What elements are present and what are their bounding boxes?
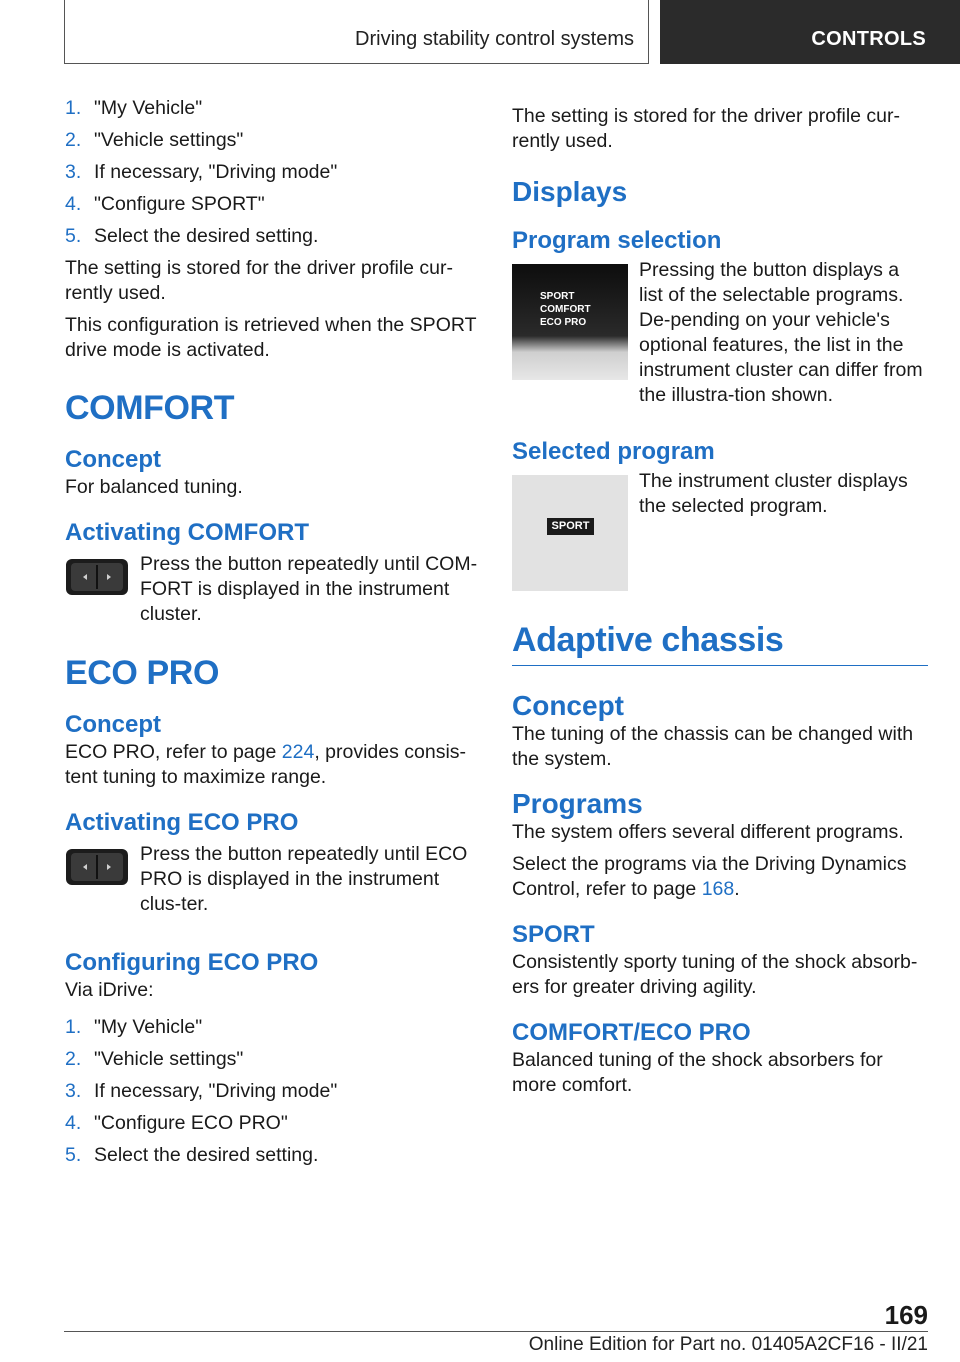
via-idrive-text: Via iDrive: [65,979,154,1001]
activating-comfort-block [65,552,480,634]
programs-text: The system offers several different programs. [512,821,904,843]
list-item [65,128,480,153]
list-item [65,96,480,121]
page-link-224[interactable]: 224 [281,741,315,763]
activating-comfort-text: Press the button repeatedly until COM-FORT is displayed in the instrument cluster. [140,553,478,625]
step-text: "Configure SPORT" [94,193,265,215]
step-text: If necessary, "Driving mode" [94,1080,338,1102]
sport-heading: SPORT [512,921,595,948]
comfort-heading: COMFORT [65,389,235,427]
step-text: "Vehicle settings" [94,1048,244,1070]
driving-mode-rocker-button-icon [65,844,129,890]
program-menu [540,290,591,329]
step-text: "My Vehicle" [94,97,203,119]
selected-program-text: The instrument cluster displays the selected program. [639,470,908,517]
program-selection-block [512,258,928,415]
activating-eco-pro-block [65,842,480,924]
header-chapter-label: CONTROLS [811,28,926,50]
step-number: 5. [65,1144,82,1166]
concept-text-part: , provides consis-tent tuning to maximize range. [65,741,467,788]
retrieved-config-text: This configuration is retrieved when the SPORT drive mode is activated. [65,314,477,361]
activating-eco-pro-text: Press the button repeatedly until ECO PRO is displayed in the instrument clus-ter. [140,843,468,915]
step-number: 1. [65,97,82,119]
steps-list-sport [65,96,480,249]
program-menu-item: ECO PRO [540,317,587,328]
right-column [512,104,928,1105]
program-selection-heading: Program selection [512,227,722,254]
step-text: "Configure ECO PRO" [94,1112,288,1134]
selected-program-display-image [512,475,628,591]
step-number: 5. [65,225,82,247]
activating-eco-pro-heading: Activating ECO PRO [65,809,299,836]
list-item [65,1079,480,1104]
program-menu-item: SPORT [540,291,575,302]
list-item [65,1111,480,1136]
comfort-concept-text: For balanced tuning. [65,476,243,498]
programs-select-part: . [734,878,740,900]
selected-program-badge: SPORT [547,518,594,535]
driving-mode-rocker-button-icon [65,554,129,600]
step-text: "My Vehicle" [94,1016,203,1038]
step-number: 2. [65,1048,82,1070]
list-item [65,1015,480,1040]
sport-text: Consistently sporty tuning of the shock absorb-ers for greater driving agility. [512,951,918,998]
step-text: Select the desired setting. [94,225,319,247]
step-text: "Vehicle settings" [94,129,244,151]
steps-list-eco-pro [65,1015,480,1168]
programs-heading: Programs [512,788,643,819]
program-selection-text: Pressing the button displays a list of the selectable programs. De-pending on your vehicle's optional features, the list in the instrument cluster can differ from the illustra-tion shown. [639,259,923,406]
page-number: 169 [884,1300,928,1330]
header-section-box [64,0,649,64]
step-text: If necessary, "Driving mode" [94,161,338,183]
displays-heading: Displays [512,176,628,207]
header-section-title: Driving stability control systems [355,28,634,50]
footer-divider [64,1331,928,1332]
eco-pro-concept-text [65,740,480,790]
page-link-168[interactable]: 168 [701,878,735,900]
step-number: 3. [65,161,82,183]
list-item [65,1143,480,1168]
programs-select-part: Select the programs via the Driving Dynamics Control, refer to page [512,853,907,900]
eco-pro-concept-heading: Concept [65,711,161,738]
selected-program-heading: Selected program [512,438,715,465]
header-chapter-tab[interactable] [660,0,960,64]
programs-select-text [512,852,928,902]
program-menu-item: COMFORT [540,304,591,315]
list-item [65,224,480,249]
list-item [65,192,480,217]
step-text: Select the desired setting. [94,1144,319,1166]
step-number: 2. [65,129,82,151]
eco-pro-heading: ECO PRO [65,654,220,692]
activating-comfort-heading: Activating COMFORT [65,519,309,546]
program-list-display-image [512,264,628,380]
concept-text-part: ECO PRO, refer to page [65,741,282,763]
adaptive-concept-text: The tuning of the chassis can be changed with the system. [512,723,914,770]
step-number: 4. [65,193,82,215]
left-column [65,96,480,1175]
selected-program-block [512,469,928,597]
list-item [65,1047,480,1072]
adaptive-chassis-heading: Adaptive chassis [512,621,928,666]
footer-edition-text: Online Edition for Part no. 01405A2CF16 - II/21 [528,1334,928,1355]
stored-setting-text: The setting is stored for the driver profile cur-rently used. [65,257,453,304]
comfort-concept-heading: Concept [65,446,161,473]
configuring-eco-pro-heading: Configuring ECO PRO [65,949,319,976]
step-number: 1. [65,1016,82,1038]
comfort-eco-pro-text: Balanced tuning of the shock absorbers for more comfort. [512,1049,883,1096]
list-item [65,160,480,185]
step-number: 3. [65,1080,82,1102]
step-number: 4. [65,1112,82,1134]
stored-setting-text-right: The setting is stored for the driver profile cur-rently used. [512,105,900,152]
adaptive-concept-heading: Concept [512,690,624,721]
comfort-eco-pro-heading: COMFORT/ECO PRO [512,1019,751,1046]
